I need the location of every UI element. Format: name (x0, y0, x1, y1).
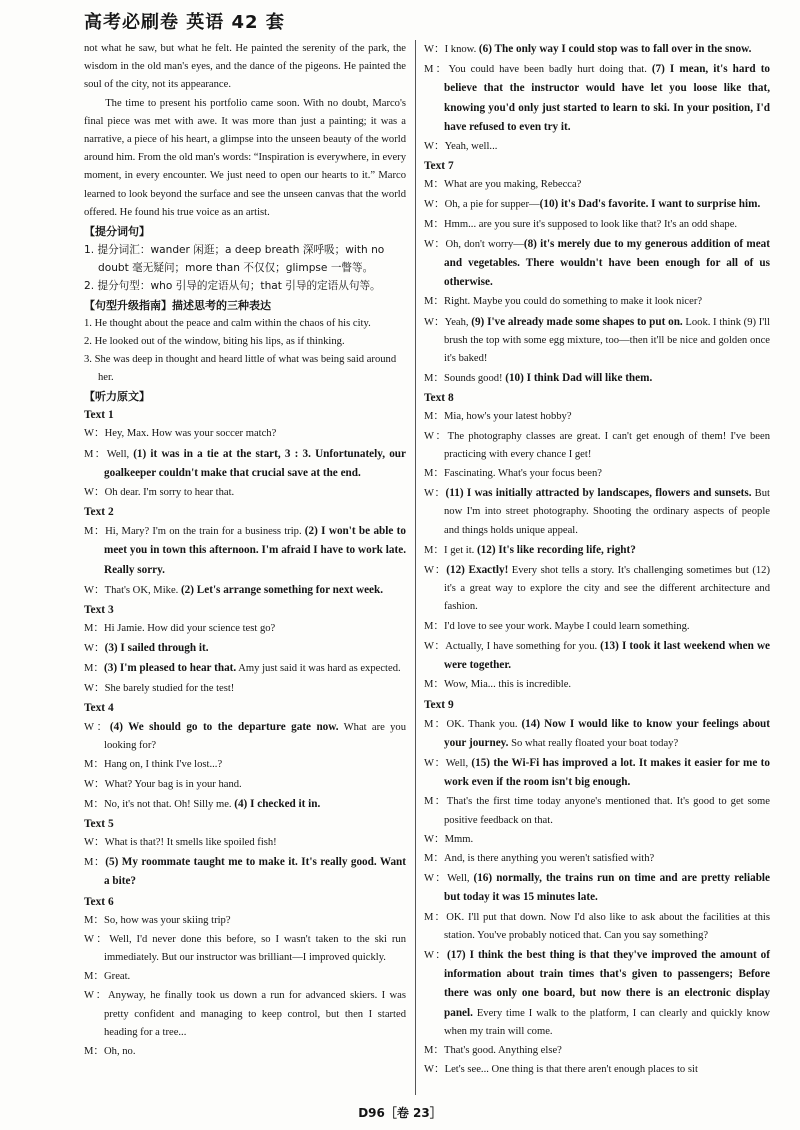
speaker-label: M： (84, 448, 107, 460)
guide-item: 3. She was deep in thought and heard little of what was being said around her. (84, 354, 397, 384)
answer-key-text: (12) It's like recording life, right? (476, 543, 636, 556)
speaker-label: W： (84, 584, 105, 596)
answer-key-text: (17) I think the best thing is that they've improved the amount of information about train times that's given to passengers; Before there was only one board, but now there is an electronic display panel. (444, 948, 770, 1019)
answer-key-text: (10) I think Dad will like them. (505, 372, 653, 385)
dialogue-line (424, 754, 770, 792)
dialogue-line (84, 581, 406, 600)
text-title: Text 9 (424, 698, 454, 711)
dialogue-line (84, 718, 406, 755)
speaker-label: M： (84, 857, 106, 869)
dialogue-line (424, 869, 770, 907)
dialogue-line (424, 1061, 770, 1079)
line-text: Oh, no. (104, 1045, 136, 1057)
speaker-label: W： (424, 757, 446, 769)
right-column (424, 40, 770, 1080)
line-text: Well, (447, 873, 474, 885)
line-text: OK. I'll put that down. Now I'd also like to ask about the facilities at this station. You've probably noticed that. Can you say something? (444, 911, 770, 941)
line-text: Hi Jamie. How did your science test go? (104, 623, 276, 635)
line-text: Sounds good! (444, 373, 506, 385)
line-text: Fascinating. What's your focus been? (444, 468, 602, 480)
dialogue-line (424, 715, 770, 753)
line-text: So what really floated your boat today? (508, 737, 679, 749)
line-text: Hey, Max. How was your soccer match? (104, 428, 277, 440)
dialogue-line (84, 522, 406, 580)
dialogue-line (424, 138, 770, 156)
line-text: That's OK, Mike. (104, 584, 181, 596)
line-text: She barely studied for the test! (104, 682, 235, 694)
line-text: OK. Thank you. (446, 718, 522, 730)
dialogue-line (424, 293, 770, 311)
text-title: Text 5 (84, 817, 114, 830)
line-text: You could have been badly hurt doing that. (448, 64, 652, 76)
listening-heading: 【听力原文】 (84, 390, 150, 404)
speaker-label: W： (424, 199, 445, 211)
dialogue-line (84, 639, 406, 658)
dialogue-line (424, 216, 770, 234)
answer-key-text: (3) I sailed through it. (104, 642, 209, 655)
speaker-label: M： (424, 544, 445, 556)
line-text: Hmm... are you sure it's supposed to look like that? It's an odd shape. (444, 218, 738, 230)
line-text: Right. Maybe you could do something to make it look nicer? (444, 296, 703, 308)
text6-continued (424, 40, 770, 156)
speaker-label: M： (424, 64, 449, 76)
guide-heading: 【句型升级指南】描述思考的三种表达 (84, 298, 271, 312)
line-text: Oh dear. I'm sorry to hear that. (104, 487, 235, 499)
page-header: 高考必刷卷 英语 42 套 (84, 12, 285, 33)
dialogue-line (84, 987, 406, 1042)
dialogue-line (84, 445, 406, 483)
speaker-label: W： (84, 428, 105, 440)
speaker-label: W： (424, 141, 445, 153)
speaker-label: W： (424, 316, 445, 328)
speaker-label: W： (424, 44, 445, 55)
answer-key-text: (3) I'm pleased to hear that. (104, 662, 237, 675)
text-title: Text 8 (424, 392, 454, 405)
line-text: That's the first time today anyone's mentioned that. It's good to get some positive feedback on that. (444, 796, 770, 826)
text-title: Text 4 (84, 701, 114, 714)
speaker-label: W： (424, 565, 447, 577)
speaker-label: W： (84, 836, 105, 848)
speaker-label: M： (84, 526, 106, 538)
page-number: D96［卷 23］ (358, 1106, 442, 1120)
speaker-label: W： (424, 873, 448, 885)
dialogue-line (424, 176, 770, 194)
dialogue-line (424, 369, 770, 388)
dialogue-line (424, 408, 770, 426)
dialogue-line (424, 235, 770, 293)
dialogue-line (84, 834, 406, 852)
dialogue-line (424, 909, 770, 945)
answer-key-text: (4) We should go to the departure gate now. (109, 720, 339, 733)
answer-key-text: (6) The only way I could stop was to fall over in the snow. (478, 43, 752, 55)
speaker-label: M： (424, 796, 447, 808)
speaker-label: W： (424, 833, 445, 845)
story-paragraph-1: not what he saw, but what he felt. He painted the serenity of the park, the wisdom in the old man's eyes, and the dance of the pigeons. He painted the soul of the city, not its appearance. (84, 43, 406, 91)
answer-key-text: (12) Exactly! (446, 564, 509, 577)
line-text: Oh, don't worry— (445, 238, 524, 250)
line-text: Every shot tells a story. It's challenging sometimes but (12) it's a great way to explore the city and see the different architecture and fashion. (444, 565, 770, 613)
line-text: Every time I walk to the platform, I can clearly and quickly know when my train will come. (444, 1007, 770, 1037)
dialogue-line (84, 853, 406, 891)
speaker-label: M： (424, 296, 445, 308)
tips-heading: 【提分词句】 (84, 225, 150, 239)
dialogue-line (424, 465, 770, 483)
speaker-label: M： (84, 759, 105, 771)
dialogue-line (424, 618, 770, 636)
dialogue-line (424, 1042, 770, 1060)
speaker-label: M： (424, 411, 445, 423)
speaker-label: W： (84, 933, 110, 945)
speaker-label: W： (84, 990, 108, 1002)
line-text: Mia, how's your latest hobby? (444, 411, 572, 423)
speaker-label: M： (84, 1045, 105, 1057)
dialogue-line (84, 756, 406, 774)
speaker-label: M： (424, 179, 445, 191)
answer-key-text: (2) I won't be able to meet you in town this afternoon. I'm afraid I have to work late. Really sorry. (104, 525, 406, 576)
line-text: What? Your bag is in your hand. (104, 778, 242, 790)
dialogue-line (424, 637, 770, 675)
left-transcripts (84, 406, 406, 1061)
dialogue-line (84, 968, 406, 986)
dialogue-line (84, 795, 406, 814)
answer-key-text: (11) I was initially attracted by landscapes, flowers and sunsets. (445, 487, 752, 500)
speaker-label: M： (424, 620, 445, 632)
line-text: Well, (106, 448, 134, 460)
line-text: Actually, I have something for you. (445, 640, 601, 652)
dialogue-line (84, 425, 406, 443)
speaker-label: W： (424, 238, 446, 250)
dialogue-line (424, 195, 770, 214)
line-text: And, is there anything you weren't satisfied with? (444, 852, 655, 864)
line-text: No, it's not that. Oh! Silly me. (104, 798, 235, 810)
dialogue-line (424, 946, 770, 1041)
speaker-label: W： (424, 1064, 445, 1076)
text-title: Text 7 (424, 160, 454, 173)
speaker-label: M： (424, 911, 447, 923)
speaker-label: W： (84, 643, 105, 655)
line-text: Let's see... One thing is that there aren't enough places to sit (444, 1064, 698, 1076)
answer-key-text: (8) it's merely due to my generous addition of meat and vegetables. There wouldn't have been enough for all of us otherwise. (444, 237, 770, 289)
dialogue-line (424, 850, 770, 868)
dialogue-line (84, 659, 406, 678)
speaker-label: M： (424, 468, 445, 480)
left-column (84, 40, 406, 1062)
speaker-label: W： (84, 721, 110, 733)
line-text: But now I'm into street photography. Shooting the ordinary aspects of people and things holds unique appeal. (444, 488, 770, 536)
dialogue-line (84, 484, 406, 502)
line-text: Great. (104, 971, 131, 983)
speaker-label: W： (84, 487, 105, 499)
speaker-label: M： (424, 852, 445, 864)
answer-key-text: (5) My roommate taught me to make it. It's really good. Want a bite? (104, 856, 406, 888)
dialogue-line (424, 60, 770, 137)
speaker-label: W： (424, 640, 446, 652)
dialogue-line (84, 1043, 406, 1061)
line-text: I'd love to see your work. Maybe I could learn something. (444, 620, 690, 632)
answer-key-text: (10) it's Dad's favorite. I want to surprise him. (539, 198, 761, 211)
line-text: Mmm. (444, 833, 474, 845)
line-text: Amy just said it was hard as expected. (236, 663, 401, 675)
tips-list (84, 241, 406, 296)
text-title: Text 3 (84, 604, 114, 617)
line-text: Wow, Mia... this is incredible. (444, 679, 572, 691)
speaker-label: M： (424, 679, 445, 691)
dialogue-line (424, 831, 770, 849)
line-text: What is that?! It smells like spoiled fish! (104, 836, 277, 848)
right-transcripts (424, 157, 770, 1079)
answer-key-text: (15) the Wi-Fi has improved a lot. It makes it easier for me to work even if the room isn't big enough. (444, 756, 770, 789)
line-text: Anyway, he finally took us down a run for advanced skiers. I was pretty confident and managing to keep control, but then I started heading for a tree... (104, 990, 407, 1038)
line-text: Oh, a pie for supper— (444, 199, 540, 211)
speaker-label: M： (84, 798, 105, 810)
answer-key-text: (1) it was in a tie at the start, 3 : 3. Unfortunately, our goalkeeper couldn't make that crucial save at the end. (104, 447, 406, 479)
dialogue-line (84, 680, 406, 698)
line-text: That's good. Anything else? (444, 1044, 562, 1056)
dialogue-line (424, 541, 770, 560)
answer-key-text: (16) normally, the trains run on time and are pretty reliable but today it was 15 minutes late. (444, 872, 770, 904)
dialogue-line (424, 793, 770, 829)
line-text: Hi, Mary? I'm on the train for a business trip. (105, 526, 305, 538)
answer-key-text: (2) Let's arrange something for next week. (180, 583, 384, 596)
dialogue-line (84, 620, 406, 638)
answer-key-text: (13) I took it last weekend when we were together. (444, 639, 771, 672)
speaker-label: M： (84, 914, 105, 926)
speaker-label: M： (424, 218, 445, 230)
column-divider (415, 40, 416, 1095)
answer-key-text: (4) I checked it in. (234, 797, 321, 810)
line-text: The photography classes are great. I can't get enough of them! I've been practicing with every chance I get! (444, 430, 771, 460)
tips-item: 1. 提分词汇：wander 闲逛；a deep breath 深呼吸；with no doubt 毫无疑问；more than 不仅仅；glimpse 一瞥等。 (84, 244, 385, 275)
speaker-label: M： (424, 1044, 445, 1056)
line-text: What are you making, Rebecca? (444, 179, 582, 191)
dialogue-line (84, 776, 406, 794)
speaker-label: W： (424, 949, 447, 961)
text-title: Text 2 (84, 506, 114, 519)
dialogue-line (424, 484, 770, 540)
speaker-label: W： (84, 682, 105, 694)
guide-item: 1. He thought about the peace and calm within the chaos of his city. (84, 317, 371, 329)
text-title: Text 1 (84, 409, 114, 422)
speaker-label: M： (424, 373, 445, 385)
speaker-label: M： (84, 663, 105, 675)
line-text: Hang on, I think I've lost...? (104, 759, 223, 771)
speaker-label: M： (424, 718, 447, 730)
dialogue-line (424, 313, 770, 369)
line-text: Well, (445, 757, 472, 769)
speaker-label: W： (424, 488, 446, 500)
answer-key-text: (7) I mean, it's hard to believe that the instructor would have let you loose like that, knowing you'd only just started to learn to ski. In your position, I'd have refused to even try it. (444, 63, 771, 133)
story-paragraph-2: The time to present his portfolio came soon. With no doubt, Marco's final piece was met with awe. It was more than just a painting; it was a narrative, a piece of his heart, a glimpse into the unseen beauty of the world around him. From the old man's words: “Inspiration is everywhere, in every moment, in every encounter. We just need to open our hearts to it.” Marco learned to look beyond the surface and see the unseen canvas that the world offered. He found his true voice as an artist. (84, 97, 406, 218)
answer-key-text: (14) Now I would like to know your feelings about your journey. (444, 717, 771, 749)
dialogue-line (84, 912, 406, 930)
speaker-label: W： (84, 778, 105, 790)
text-title: Text 6 (84, 895, 114, 908)
guide-item: 2. He looked out of the window, biting his lips, as if thinking. (84, 335, 345, 347)
line-text: Yeah, well... (444, 141, 498, 153)
line-text: Look. I think (9) I'll brush the top with some egg mixture, too—then it'll be nice and golden once it's baked! (444, 316, 771, 365)
dialogue-line (424, 40, 770, 59)
line-text: Well, I'd never done this before, so I wasn't taken to the ski run immediately. But our instructor was brilliant—I improved quickly. (104, 933, 406, 963)
tips-item: 2. 提分句型：who 引导的定语从句；that 引导的定语从句等。 (84, 280, 381, 293)
line-text: What are you looking for? (104, 721, 406, 752)
dialogue-line (424, 561, 770, 617)
line-text: Yeah, (444, 316, 472, 328)
line-text: So, how was your skiing trip? (104, 914, 231, 926)
answer-key-text: (9) I've already made some shapes to put on. (471, 315, 683, 328)
line-text: I get it. (444, 544, 477, 556)
line-text: I know. (444, 44, 479, 55)
dialogue-line (424, 428, 770, 464)
speaker-label: W： (424, 430, 448, 442)
dialogue-line (424, 676, 770, 694)
speaker-label: M： (84, 623, 105, 635)
guide-list (84, 315, 406, 388)
dialogue-line (84, 931, 406, 967)
speaker-label: M： (84, 971, 105, 983)
